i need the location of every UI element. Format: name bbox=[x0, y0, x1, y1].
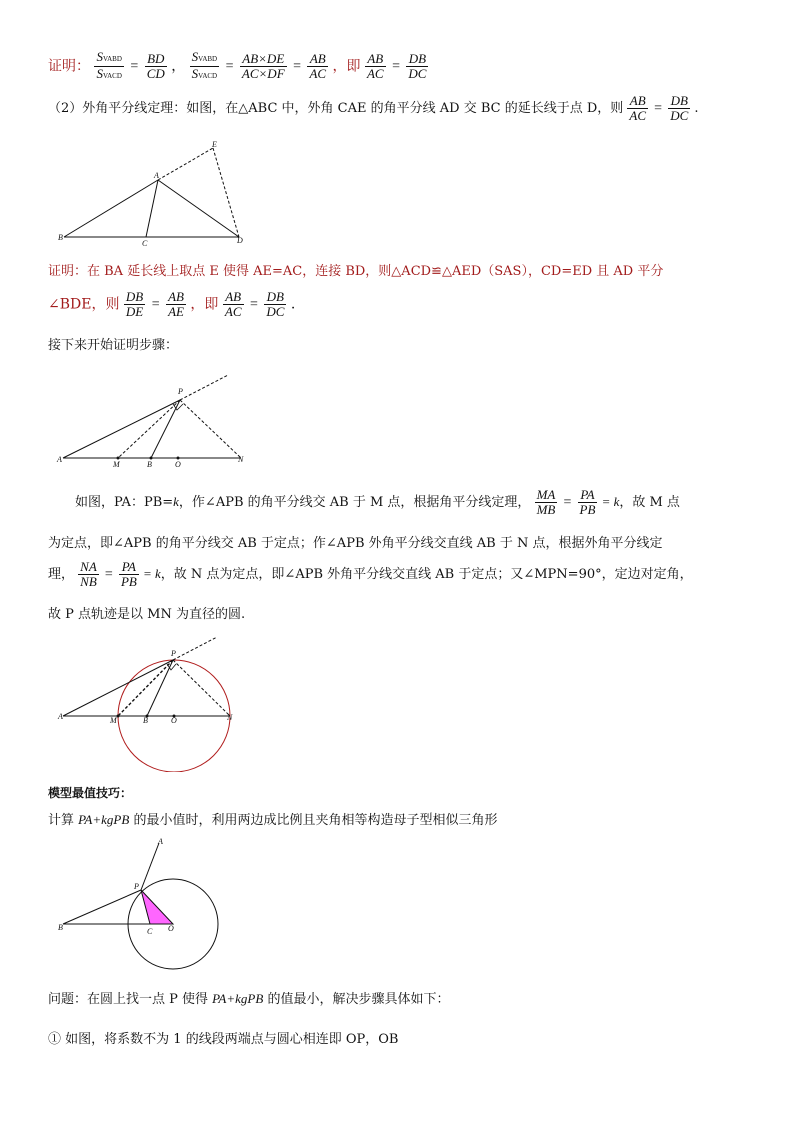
label-p: P bbox=[171, 649, 176, 658]
theorem2-line: （2）外角平分线定理：如图，在△ABC 中，外角 CAE 的角平分线 AD 交 BC 的延长线于点 D，则 $\frac{AB}{AC}$ = $\frac{DB}{DC}$ . bbox=[48, 93, 699, 123]
label-b: B bbox=[58, 923, 63, 932]
extension-ap bbox=[173, 637, 217, 660]
proof1-line: 证明： $\frac{\text{SVABD}}{\text{SVACD}}$ = $\frac{BD}{CD}$ ， $\frac{\text{SVABD}}{\text{SVACD}}$ = $\frac{AB\times DE}{AC\times DF}$ = $\frac{AB}{AC}$ ，即 $\frac{AB}{AC}$ = $\frac{DB}{DC}$ bbox=[48, 49, 427, 81]
proof2-line1: 证明：在 BA 延长线上取点 E 使得 AE=AC，连接 BD，则△ACD≌△AED（SAS），CD=ED 且 AD 平分 bbox=[48, 264, 664, 279]
label-p: P bbox=[178, 387, 183, 396]
para-line3: 理， $\frac{NA}{NB}$ = $\frac{PA}{PB}$ = k，故 N 点为定点，即∠APB 外角平分线交直线 AB 于定点；又∠MPN=90°，定边对定角， bbox=[48, 559, 693, 589]
para-line4: 故 P 点轨迹是以 MN 为直径的圆. bbox=[48, 607, 246, 622]
segment-pm bbox=[118, 660, 173, 716]
segment-pb bbox=[147, 660, 173, 716]
segment-pm bbox=[118, 400, 180, 458]
segment-pn bbox=[173, 660, 230, 716]
segment-ad bbox=[158, 180, 239, 237]
segment-ap bbox=[63, 660, 173, 716]
label-e: E bbox=[212, 140, 217, 149]
label-m: M bbox=[113, 460, 120, 469]
expr-pa-kpb-2: PA+kgPB bbox=[212, 991, 264, 1006]
model-line: 计算 PA+kgPB 的最小值时，利用两边成比例且夹角相等构造母子型相似三角形 bbox=[48, 812, 498, 828]
label-n: N bbox=[238, 455, 244, 464]
step1-marker: ① bbox=[48, 1032, 62, 1047]
frac-product: $\frac{AB\times DE}{AC\times DF}$ bbox=[241, 51, 285, 81]
frac-pa-pb: $\frac{PA}{PB}$ bbox=[579, 487, 596, 517]
segment-ae-dashed bbox=[158, 148, 213, 180]
label-m: M bbox=[110, 716, 117, 725]
next-steps: 接下来开始证明步骤： bbox=[48, 338, 179, 353]
segment-pn bbox=[180, 400, 241, 458]
expr-pa-kpb: PA+kgPB bbox=[78, 812, 130, 827]
label-c: C bbox=[147, 927, 153, 936]
frac-db-dc-th: $\frac{DB}{DC}$ bbox=[670, 93, 689, 123]
segment-ap bbox=[63, 400, 180, 458]
label-a: A bbox=[57, 455, 62, 464]
label-a: A bbox=[58, 712, 63, 721]
label-a: A bbox=[154, 171, 159, 180]
frac-db-dc-p2: $\frac{DB}{DC}$ bbox=[266, 289, 285, 319]
label-n: N bbox=[227, 713, 233, 722]
model-title: 模型最值技巧： bbox=[48, 786, 133, 800]
frac-ma-mb: $\frac{MA}{MB}$ bbox=[536, 487, 556, 517]
proof2-line2: ∠BDE，则 $\frac{DB}{DE}$ = $\frac{AB}{AE}$ ，即 $\frac{AB}{AC}$ = $\frac{DB}{DC}$ . bbox=[48, 289, 296, 319]
para-line1: 如图，PA：PB=k，作∠APB 的角平分线交 AB 于 M 点，根据角平分线定理， $\frac{MA}{MB}$ = $\frac{PA}{PB}$ = k，故 M 点 bbox=[75, 487, 680, 517]
frac-db-de: $\frac{DB}{DE}$ bbox=[125, 289, 144, 319]
frac-ab-ac-p2: $\frac{AB}{AC}$ bbox=[224, 289, 242, 319]
frac-na-nb: $\frac{NA}{NB}$ bbox=[80, 559, 97, 589]
figure-bisector-points bbox=[55, 370, 255, 470]
label-b: B bbox=[143, 716, 148, 725]
segment-pb bbox=[151, 400, 180, 458]
segment-ba bbox=[64, 180, 158, 237]
segment-ac bbox=[146, 180, 158, 237]
label-o: O bbox=[168, 924, 174, 933]
figure-mother-child-triangle bbox=[55, 838, 230, 973]
segment-ed-dashed bbox=[213, 148, 239, 237]
label-d: D bbox=[237, 236, 243, 245]
segment-bp bbox=[63, 890, 141, 924]
label-o: O bbox=[175, 460, 181, 469]
question-line: 问题：在圆上找一点 P 使得 PA+kgPB 的值最小，解决步骤具体如下： bbox=[48, 991, 450, 1007]
label-a: A bbox=[158, 838, 163, 846]
frac-s-ratio: $\frac{\text{SVABD}}{\text{SVACD}}$ bbox=[96, 49, 122, 81]
frac-bd-cd: $\frac{BD}{CD}$ bbox=[146, 51, 165, 81]
proof1-prefix: 证明： bbox=[48, 58, 90, 75]
frac-ab-ac: $\frac{AB}{AC}$ bbox=[309, 51, 327, 81]
label-b: B bbox=[147, 460, 152, 469]
frac-ab-ac-th: $\frac{AB}{AC}$ bbox=[629, 93, 647, 123]
segment-pa bbox=[141, 843, 159, 890]
para-line2: 为定点，即∠APB 的角平分线交 AB 于定点；作∠APB 外角平分线交直线 AB 于 N 点，根据外角平分线定 bbox=[48, 536, 663, 551]
label-c: C bbox=[142, 239, 148, 248]
theorem2-text: （2）外角平分线定理：如图，在△ABC 中，外角 CAE 的角平分线 AD 交 BC 的延长线于点 D，则 bbox=[48, 101, 624, 116]
frac-db-dc: $\frac{DB}{DC}$ bbox=[408, 51, 427, 81]
frac-s-ratio-2: $\frac{\text{SVABD}}{\text{SVACD}}$ bbox=[191, 49, 218, 81]
frac-pa-pb-2: $\frac{PA}{PB}$ bbox=[120, 559, 137, 589]
shaded-triangle-pco bbox=[141, 890, 173, 924]
extension-ap bbox=[180, 375, 228, 400]
frac-ab-ac-2: $\frac{AB}{AC}$ bbox=[366, 51, 384, 81]
label-o: O bbox=[171, 716, 177, 725]
frac-ab-ae: $\frac{AB}{AE}$ bbox=[168, 289, 184, 319]
figure-apollonius-circle bbox=[55, 632, 255, 772]
label-b: B bbox=[58, 233, 63, 242]
figure-external-bisector bbox=[55, 140, 255, 250]
step1-line: ① 如图，将系数不为 1 的线段两端点与圆心相连即 OP，OB bbox=[48, 1032, 399, 1047]
label-p: P bbox=[134, 882, 139, 891]
